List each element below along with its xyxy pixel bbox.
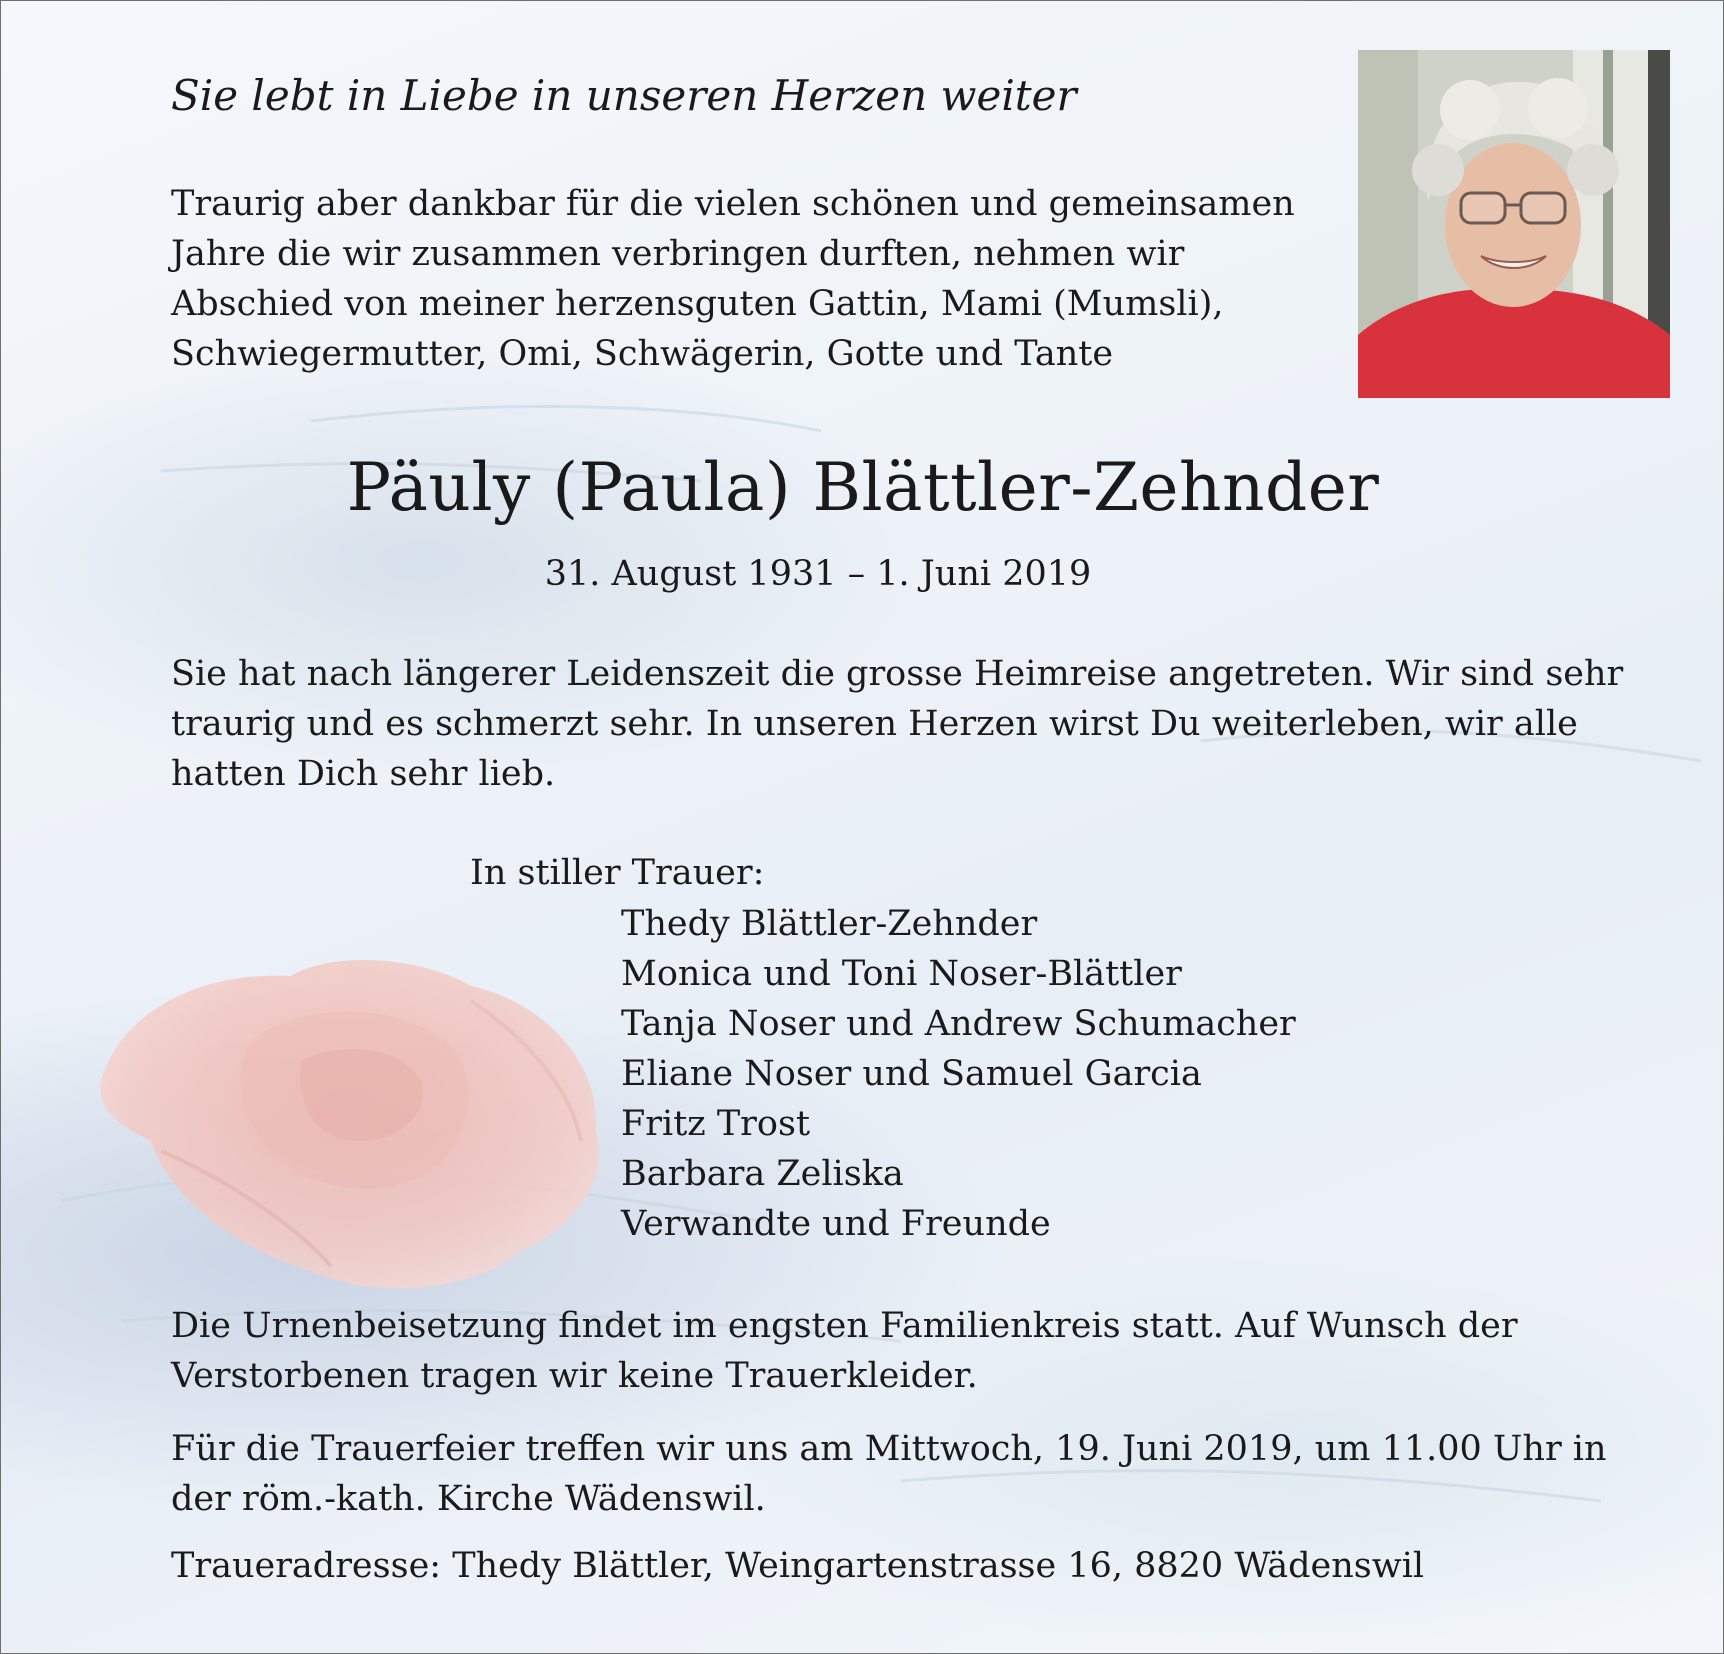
intro-line: Traurig aber dankbar für die vielen schönen und gemeinsamen bbox=[171, 184, 1295, 224]
intro-line: Jahre die wir zusammen verbringen durften, nehmen wir bbox=[171, 234, 1185, 274]
intro-paragraph bbox=[171, 179, 1295, 379]
mourner-name: Monica und Toni Noser-Blättler bbox=[621, 954, 1182, 994]
mourning-label: In stiller Trauer: bbox=[470, 853, 765, 893]
farewell-line: Sie hat nach längerer Leidenszeit die grosse Heimreise angetreten. Wir sind sehr bbox=[171, 654, 1624, 694]
service-line: Für die Trauerfeier treffen wir uns am Mittwoch, 19. Juni 2019, um 11.00 Uhr in bbox=[171, 1429, 1607, 1469]
mourner-name: Thedy Blättler-Zehnder bbox=[621, 904, 1038, 944]
mourner-name: Verwandte und Freunde bbox=[621, 1204, 1051, 1244]
deceased-name: Päuly (Paula) Blättler-Zehnder bbox=[346, 449, 1380, 526]
mourner-name: Tanja Noser und Andrew Schumacher bbox=[621, 1004, 1296, 1044]
mourner-name: Barbara Zeliska bbox=[621, 1154, 904, 1194]
urn-burial-note bbox=[171, 1301, 1518, 1401]
intro-line: Schwiegermutter, Omi, Schwägerin, Gotte und Tante bbox=[171, 334, 1114, 374]
service-line: der röm.-kath. Kirche Wädenswil. bbox=[171, 1479, 766, 1519]
urn-line: Verstorbenen tragen wir keine Trauerkleider. bbox=[171, 1356, 978, 1396]
farewell-line: traurig und es schmerzt sehr. In unseren Herzen wirst Du weiterleben, wir alle bbox=[171, 704, 1578, 744]
memorial-service-note bbox=[171, 1424, 1607, 1524]
mourners-list bbox=[621, 899, 1296, 1249]
intro-line: Abschied von meiner herzensguten Gattin, Mami (Mumsli), bbox=[171, 284, 1224, 324]
mourning-address: Traueradresse: Thedy Blättler, Weingartenstrasse 16, 8820 Wädenswil bbox=[171, 1546, 1425, 1586]
motto-heading: Sie lebt in Liebe in unseren Herzen weiter bbox=[171, 71, 1077, 120]
farewell-paragraph bbox=[171, 649, 1623, 799]
farewell-line: hatten Dich sehr lieb. bbox=[171, 754, 556, 794]
urn-line: Die Urnenbeisetzung findet im engsten Familienkreis statt. Auf Wunsch der bbox=[171, 1306, 1518, 1346]
rose-shape bbox=[100, 960, 599, 1288]
mourner-name: Fritz Trost bbox=[621, 1104, 811, 1144]
mourner-name: Eliane Noser und Samuel Garcia bbox=[621, 1054, 1202, 1094]
portrait-photo bbox=[1358, 50, 1670, 398]
life-dates: 31. August 1931 – 1. Juni 2019 bbox=[544, 554, 1092, 594]
